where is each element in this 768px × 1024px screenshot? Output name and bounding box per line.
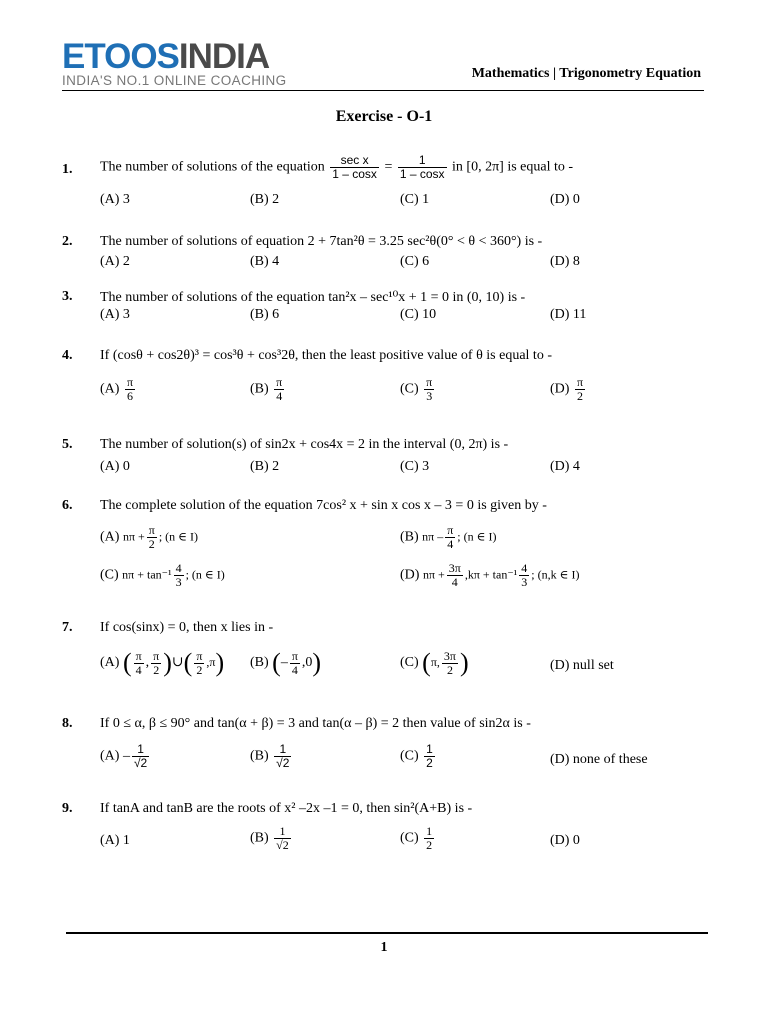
option-b: (B) 4 xyxy=(250,254,280,269)
fraction: $\frac{1}{2}$ xyxy=(426,742,433,770)
fraction: $\frac{\text{sec x}}{1 - \cos x}$ xyxy=(332,153,377,181)
option-a: (A) 1 xyxy=(100,833,130,848)
fraction: $\frac{\pi}{2}$ xyxy=(196,648,203,677)
option-d: (D) 11 xyxy=(550,307,587,322)
question-text: The complete solution of the equation 7cos² x + sin x cos x – 3 = 0 is given by - xyxy=(100,498,547,513)
option-c: (C) 10 xyxy=(400,307,437,322)
option-a: (A) 3 xyxy=(100,307,130,322)
option-b: (B) (– $\frac{\pi}{4}$ ,0) xyxy=(250,648,322,677)
option-c: (C) nπ + tan⁻¹ $\frac{4}{3}$ ; (n ∈ I) xyxy=(100,561,225,589)
option-c: (C) (π, $\frac{3\pi}{2}$ ) xyxy=(400,648,469,677)
fraction: $\frac{\pi}{4}$ xyxy=(135,648,142,677)
fraction: $\frac{\pi}{3}$ xyxy=(426,375,433,403)
option-d: (D) 4 xyxy=(550,459,580,474)
option-c: (C) $\frac{1}{2}$ xyxy=(400,824,433,852)
option-a: (A) 3 xyxy=(100,192,130,207)
option-a: (A) $\frac{\pi}{6}$ xyxy=(100,375,133,403)
fraction: $\frac{1}{√2}$ xyxy=(133,742,148,770)
option-a: (A) 0 xyxy=(100,459,130,474)
option-b: (B) $\frac{1}{√2}$ xyxy=(250,824,289,852)
option-c: (C) $\frac{1}{2}$ xyxy=(400,742,433,770)
question-text: If 0 ≤ α, β ≤ 90° and tan(α + β) = 3 and tan(α – β) = 2 then value of sin2α is - xyxy=(100,716,531,731)
question-text: If cos(sinx) = 0, then x lies in - xyxy=(100,620,274,635)
fraction: $\frac{\pi}{2}$ xyxy=(148,523,155,551)
fraction: $\frac{\pi}{2}$ xyxy=(153,648,160,677)
fraction: $\frac{4}{3}$ xyxy=(521,561,528,589)
option-d: (D) 0 xyxy=(550,833,580,848)
footer-divider xyxy=(66,932,708,934)
option-a: (A) 2 xyxy=(100,254,130,269)
option-b: (B) nπ – $\frac{\pi}{4}$ ; (n ∈ I) xyxy=(400,523,497,551)
header-divider xyxy=(62,90,704,91)
fraction: $\frac{3\pi}{2}$ xyxy=(443,648,456,677)
page-number: 1 xyxy=(380,940,388,955)
fraction: $\frac{\pi}{4}$ xyxy=(291,648,298,677)
option-b: (B) $\frac{1}{√2}$ xyxy=(250,742,290,770)
option-d: (D) null set xyxy=(550,658,614,673)
option-d: (D) 0 xyxy=(550,192,580,207)
option-b: (B) 6 xyxy=(250,307,280,322)
fraction: $\frac{\pi}{2}$ xyxy=(576,375,583,403)
question-text: If tanA and tanB are the roots of x² –2x –1 = 0, then sin²(A+B) is - xyxy=(100,801,473,816)
option-a: (A) nπ + $\frac{\pi}{2}$ ; (n ∈ I) xyxy=(100,523,199,551)
question-text: The number of solutions of equation 2 + 7tan²θ = 3.25 sec²θ(0° < θ < 360°) is - xyxy=(100,234,543,249)
option-c: (C) $\frac{\pi}{3}$ xyxy=(400,375,433,403)
question-1: 1. The number of solutions of the equation $\frac{\text{sec x}}{1 - \cos x}$ = $\frac{1}{1 - \cos x}$ in [0, 2π] is equal to - xyxy=(62,153,574,181)
fraction: $\frac{1}{2}$ xyxy=(426,824,433,852)
exercise-title: Exercise - O-1 xyxy=(335,108,433,125)
option-a: (A) – $\frac{1}{√2}$ xyxy=(100,742,148,770)
fraction: $\frac{1}{√2}$ xyxy=(276,824,289,852)
fraction: $\frac{1}{1 - \cos x}$ xyxy=(399,153,445,181)
etoosindia-logo xyxy=(62,37,287,88)
option-d: (D) nπ + $\frac{3\pi}{4}$ ,kπ + tan⁻¹ $\frac{4}{3}$ ; (n,k ∈ I) xyxy=(400,561,580,589)
option-c: (C) 6 xyxy=(400,254,430,269)
question-text: If (cosθ + cos2θ)³ = cos³θ + cos³2θ, then the least positive value of θ is equal to - xyxy=(100,348,552,363)
fraction: $\frac{4}{3}$ xyxy=(175,561,182,589)
option-d: (D) none of these xyxy=(550,752,648,767)
fraction: $\frac{\pi}{4}$ xyxy=(276,375,283,403)
option-d: (D) 8 xyxy=(550,254,580,269)
question-text: The number of solutions of the equation $\frac{\text{sec x}}{1 - \cos x}$ = $\frac{1}{1 - \cos x}$ in [0, 2π] is equal to - xyxy=(100,153,574,181)
option-b: (B) $\frac{\pi}{4}$ xyxy=(250,375,283,403)
option-b: (B) 2 xyxy=(250,459,280,474)
option-c: (C) 3 xyxy=(400,459,430,474)
fraction: $\frac{1}{√2}$ xyxy=(276,742,290,770)
option-c: (C) 1 xyxy=(400,192,430,207)
question-text: The number of solution(s) of sin2x + cos4x = 2 in the interval (0, 2π) is - xyxy=(100,437,509,452)
option-b: (B) 2 xyxy=(250,192,280,207)
fraction: $\frac{\pi}{6}$ xyxy=(126,375,133,403)
logo-tagline: INDIA'S NO.1 ONLINE COACHING xyxy=(62,73,287,88)
fraction: $\frac{\pi}{4}$ xyxy=(447,523,454,551)
fraction: $\frac{3\pi}{4}$ xyxy=(448,561,461,589)
subject-heading: Mathematics | Trigonometry Equation xyxy=(471,66,701,81)
option-d: (D) $\frac{\pi}{2}$ xyxy=(550,375,583,403)
question-text: The number of solutions of the equation tan²x – sec¹⁰x + 1 = 0 in (0, 10) is - xyxy=(100,290,526,305)
option-a: (A) ( $\frac{\pi}{4}$ , $\frac{\pi}{2}$ )∪( $\frac{\pi}{2}$ ,π) xyxy=(100,648,225,677)
logo-wordmark: ETOOSINDIA xyxy=(62,37,270,76)
